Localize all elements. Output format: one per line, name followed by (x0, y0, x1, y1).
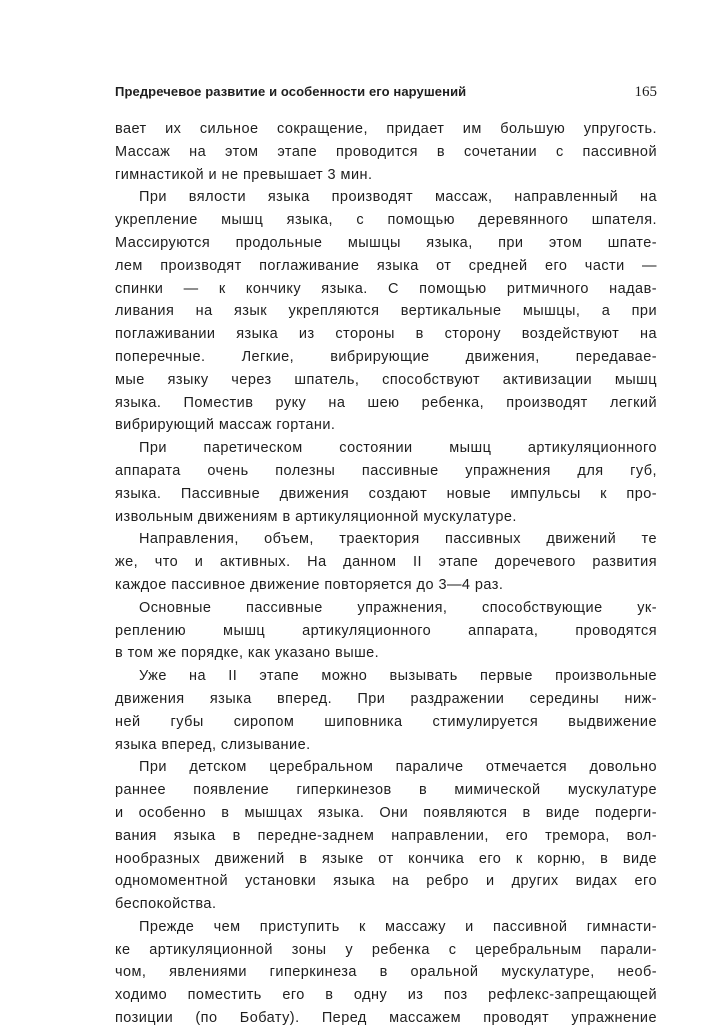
text-line: укрепление мышц языка, с помощью деревянного шпателя. (115, 212, 657, 229)
text-line: ливания на язык укрепляются вертикальные мышцы, а при (115, 303, 657, 320)
text-line: Прежде чем приступить к массажу и пассивной гимнасти- (139, 918, 657, 935)
text-line: При вялости языка производят массаж, направленный на (139, 189, 657, 206)
running-title: Предречевое развитие и особенности его нарушений (115, 84, 467, 99)
text-line: мые языку через шпатель, способствуют активизации мышц (115, 371, 657, 388)
text-line: Основные пассивные упражнения, способствующие ук- (139, 599, 657, 616)
text-line: нообразных движений в языке от кончика его к корню, в виде (115, 850, 657, 867)
text-line: чом, явлениями гиперкинеза в оральной мускулатуре, необ- (115, 964, 657, 981)
text-line: поглаживании языка из стороны в сторону воздействуют на (115, 326, 657, 343)
text-line: языка вперед, слизывание. (115, 736, 311, 753)
text-line: вибрирующий массаж гортани. (115, 417, 336, 434)
text-line: вает их сильное сокращение, придает им большую упругость. (115, 121, 657, 137)
text-line: При паретическом состоянии мышц артикуляционного (139, 440, 657, 457)
text-line: языка. Пассивные движения создают новые импульсы к про- (115, 485, 657, 502)
text-line: Уже на II этапе можно вызывать первые произвольные (139, 668, 657, 685)
text-line: аппарата очень полезны пассивные упражнения для губ, (115, 462, 657, 479)
text-line: раннее появление гиперкинезов в мимической мускулатуре (115, 782, 657, 799)
text-line: извольным движениям в артикуляционной мускулатуре. (115, 508, 517, 525)
text-line: реплению мышц артикуляционного аппарата, проводятся (115, 622, 657, 639)
text-line: каждое пассивное движение повторяется до 3—4 раз. (115, 576, 504, 593)
text-line: спинки — к кончику языка. С помощью ритмичного надав- (115, 280, 657, 297)
text-line: ней губы сиропом шиповника стимулируется выдвижение (115, 713, 657, 730)
text-line: и особенно в мышцах языка. Они появляются в виде подерги- (115, 804, 657, 821)
paragraph (115, 665, 657, 756)
text-line: языка. Поместив руку на шею ребенка, производят легкий (115, 394, 657, 411)
text-line: одномоментной установки языка на ребро и других видах его (115, 873, 657, 890)
text-line: При детском церебральном параличе отмечается довольно (139, 759, 657, 776)
text-line: Направления, объем, траектория пассивных движений те (139, 531, 657, 548)
page-number: 165 (634, 84, 657, 100)
text-line: поперечные. Легкие, вибрирующие движения, передавае- (115, 348, 657, 365)
text-line: лем производят поглаживание языка от средней его части — (115, 257, 657, 274)
text-line: вания языка в передне-заднем направлении, его тремора, вол- (115, 827, 657, 844)
text-line: в том же порядке, как указано выше. (115, 645, 380, 662)
paragraph (115, 597, 657, 665)
paragraph (115, 437, 657, 528)
paragraph (115, 756, 657, 916)
text-line: позиции (по Бобату). Перед массажем проводят упражнение (115, 1010, 657, 1027)
text-line: гимнастикой и не превышает 3 мин. (115, 166, 373, 183)
body-text (115, 118, 657, 1030)
text-line: ке артикуляционной зоны у ребенка с церебральным парали- (115, 941, 657, 958)
paragraph (115, 528, 657, 596)
paragraph (115, 118, 657, 186)
text-line: же, что и активных. На данном II этапе доречевого развития (115, 554, 657, 571)
text-line: Массируются продольные мышцы языка, при этом шпате- (115, 234, 657, 251)
text-line: ходимо поместить его в одну из поз рефлекс-запрещающей (115, 987, 657, 1004)
paragraph (115, 186, 657, 437)
text-line: движения языка вперед. При раздражении середины ниж- (115, 690, 657, 707)
paragraph (115, 916, 657, 1030)
text-line: беспокойства. (115, 896, 217, 913)
text-line: Массаж на этом этапе проводится в сочетании с пассивной (115, 143, 657, 160)
